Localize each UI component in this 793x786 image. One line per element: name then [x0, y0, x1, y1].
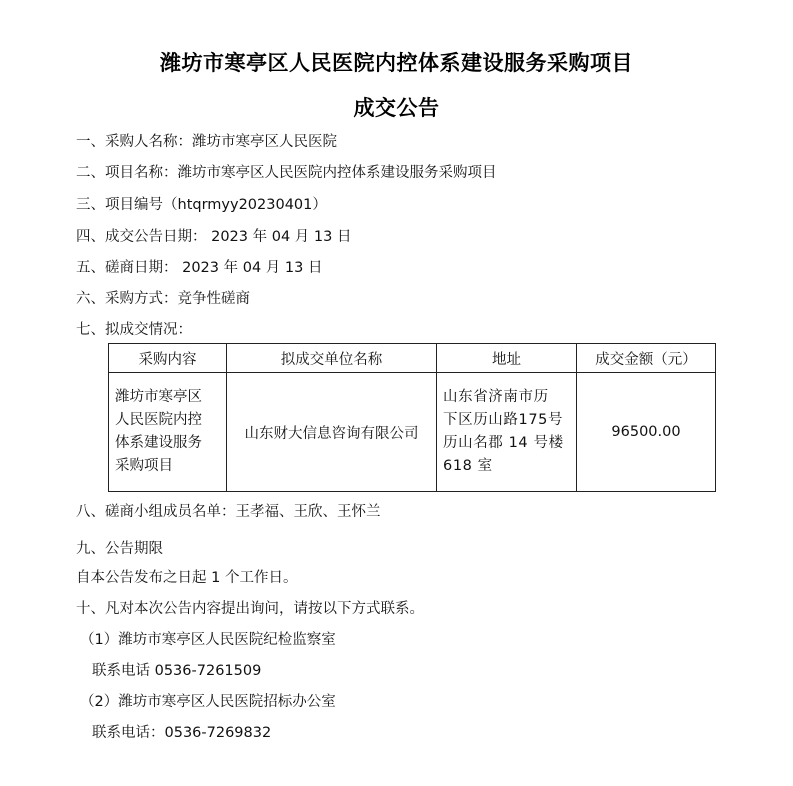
content-line: 采购项目	[115, 458, 173, 474]
cell-address	[437, 373, 577, 492]
content-line: 潍坊市寒亭区	[115, 389, 202, 405]
contact-heading: 十、凡对本次公告内容提出询问，请按以下方式联系。	[76, 601, 424, 617]
header-amount: 成交金额（元）	[577, 344, 716, 373]
announce-date-line: 四、成交公告日期： 2023 年 04 月 13 日	[76, 229, 352, 245]
award-table-header-row	[109, 344, 716, 373]
cell-supplier: 山东财大信息咨询有限公司	[227, 373, 437, 492]
document-title: 潍坊市寒亭区人民医院内控体系建设服务采购项目	[160, 51, 633, 75]
procurement-method-line: 六、采购方式：竞争性磋商	[76, 291, 250, 307]
header-address: 地址	[437, 344, 577, 373]
header-supplier: 拟成交单位名称	[227, 344, 437, 373]
cell-content	[109, 373, 227, 492]
panel-members-line: 八、磋商小组成员名单：王孝福、王欣、王怀兰	[76, 504, 381, 520]
table-row	[109, 373, 716, 492]
content-line: 人民医院内控	[115, 412, 202, 428]
contact2-name: （2）潍坊市寒亭区人民医院招标办公室	[80, 694, 336, 710]
project-name-line: 二、项目名称：潍坊市寒亭区人民医院内控体系建设服务采购项目	[76, 165, 497, 181]
address-line: 山东省济南市历	[443, 389, 549, 405]
contact1-phone: 联系电话 0536-7261509	[92, 663, 262, 679]
contact2-phone: 联系电话：0536-7269832	[92, 725, 272, 741]
award-table	[108, 343, 716, 492]
content-line: 体系建设服务	[115, 435, 202, 451]
negotiation-date-line: 五、磋商日期： 2023 年 04 月 13 日	[76, 260, 323, 276]
period-text: 自本公告发布之日起 1 个工作日。	[76, 570, 298, 586]
purchaser-line: 一、采购人名称：潍坊市寒亭区人民医院	[76, 134, 337, 150]
award-heading: 七、拟成交情况：	[76, 322, 192, 338]
cell-amount: 96500.00	[577, 373, 716, 492]
address-line: 618 室	[443, 458, 493, 474]
document-subtitle: 成交公告	[353, 96, 440, 120]
header-content: 采购内容	[109, 344, 227, 373]
address-line: 历山名郡 14 号楼	[443, 435, 564, 451]
period-heading: 九、公告期限	[76, 541, 163, 557]
address-line: 下区历山路175号	[443, 412, 564, 428]
contact1-name: （1）潍坊市寒亭区人民医院纪检监察室	[80, 632, 336, 648]
project-number-line: 三、项目编号（htqrmyy20230401）	[76, 197, 327, 213]
